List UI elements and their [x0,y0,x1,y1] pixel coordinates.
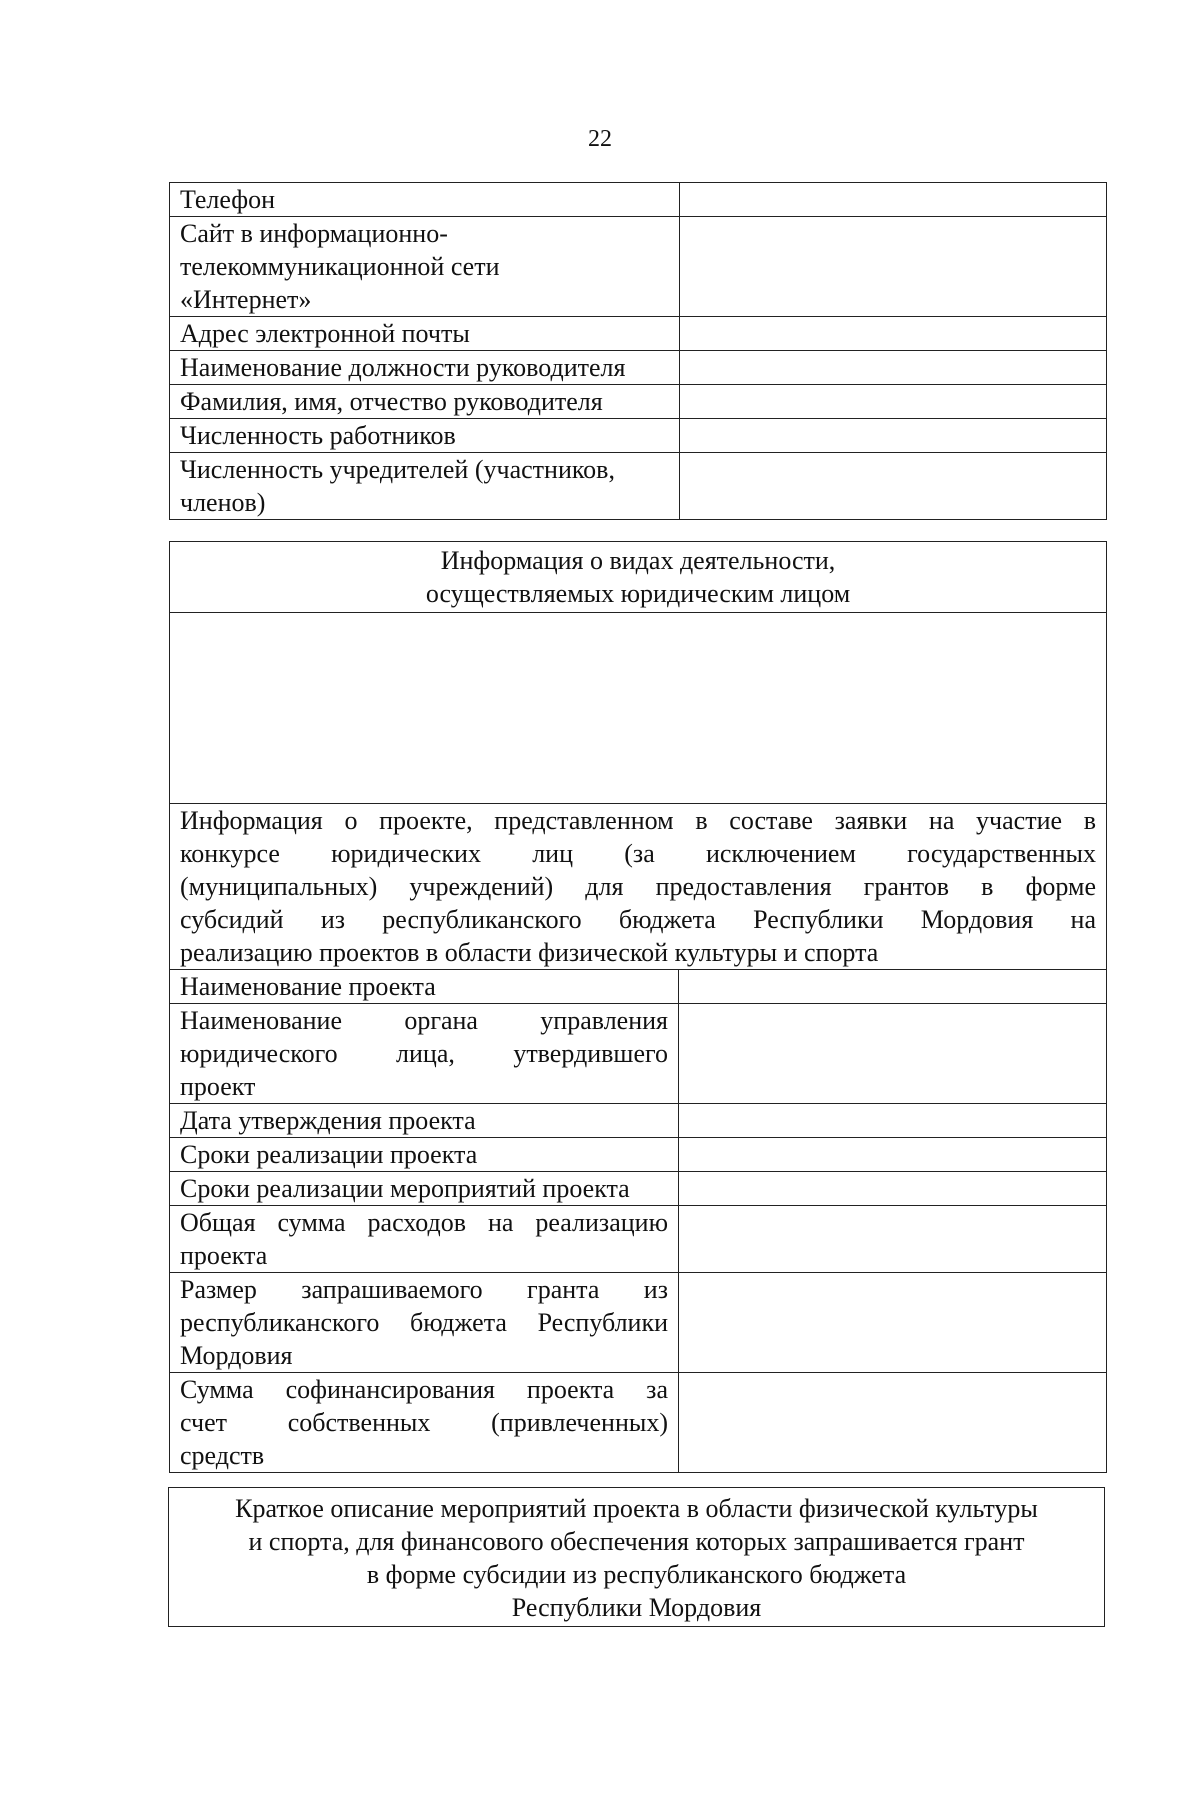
row-label: Телефон [170,183,680,217]
table-row [170,1273,1107,1373]
events-period-value-cell[interactable] [679,1172,1107,1206]
head-position-value-cell[interactable] [680,351,1107,385]
project-period-value-cell[interactable] [679,1138,1107,1172]
activity-body-row [170,613,1107,804]
table-row [170,317,1107,351]
project-intro-row [170,804,1107,970]
total-expenses-value-cell[interactable] [679,1206,1107,1273]
row-label: Сроки реализации мероприятий проекта [170,1172,679,1206]
row-label: Фамилия, имя, отчество руководителя [170,385,680,419]
activity-header-line: осуществляемых юридическим лицом [425,579,851,608]
website-value-cell[interactable] [680,217,1107,317]
approving-body-value-cell[interactable] [679,1004,1107,1104]
page-number: 22 [588,126,612,152]
table-row [170,970,1107,1004]
row-label: Размер запрашиваемого гранта из республиканского бюджета Республики Мордовия [170,1273,679,1373]
intro-line: реализацию проектов в области физической культуры и спорта [180,938,879,967]
activity-header-line: Информация о видах деятельности, [440,546,836,575]
table-row [170,1138,1107,1172]
table-row [170,1172,1107,1206]
table-row [170,1004,1107,1104]
row-label: Адрес электронной почты [170,317,680,351]
intro-line: конкурсе юридических лиц (за исключением государственных [180,839,1097,868]
row-label: Наименование должности руководителя [170,351,680,385]
intro-line: (муниципальных) учреждений) для предоставления грантов в форме [180,872,1097,901]
intro-line: субсидий из республиканского бюджета Республики Мордовия на [180,905,1097,934]
table-row [170,385,1107,419]
project-info-table [169,541,1107,1473]
row-label: Дата утверждения проекта [170,1104,679,1138]
row-label: Общая сумма расходов на реализацию проекта [170,1206,679,1273]
description-line: в форме субсидии из республиканского бюджета [366,1560,907,1589]
employees-value-cell[interactable] [680,419,1107,453]
description-header [169,1488,1105,1627]
project-name-value-cell[interactable] [679,970,1107,1004]
table-row [170,453,1107,520]
description-line: Краткое описание мероприятий проекта в области физической культуры [235,1494,1038,1523]
description-line: и спорта, для финансового обеспечения которых запрашивается грант [248,1527,1025,1556]
project-intro [170,804,1107,970]
row-label: Сроки реализации проекта [170,1138,679,1172]
phone-value-cell[interactable] [680,183,1107,217]
intro-line: Информация о проекте, представленном в составе заявки на участие в [180,806,1097,835]
head-name-value-cell[interactable] [680,385,1107,419]
table-row [170,419,1107,453]
description-line: Республики Мордовия [511,1593,762,1622]
founders-value-cell[interactable] [680,453,1107,520]
row-label: Сумма софинансирования проекта за счет собственных (привлеченных) средств [170,1373,679,1473]
email-value-cell[interactable] [680,317,1107,351]
table-row [170,1373,1107,1473]
cofinancing-value-cell[interactable] [679,1373,1107,1473]
row-label: Сайт в информационно- телекоммуникационной сети «Интернет» [170,217,680,317]
row-label: Численность работников [170,419,680,453]
description-table [168,1487,1105,1627]
description-header-row [169,1488,1105,1627]
requested-grant-value-cell[interactable] [679,1273,1107,1373]
table-row [170,1206,1107,1273]
activity-header [170,542,1107,613]
approval-date-value-cell[interactable] [679,1104,1107,1138]
row-label: Наименование органа управления юридического лица, утвердившего проект [170,1004,679,1104]
table-row [170,217,1107,317]
table-row [170,351,1107,385]
organization-info-table [169,182,1107,520]
row-label: Численность учредителей (участников, членов) [170,453,680,520]
table-row [170,1104,1107,1138]
table-row [170,183,1107,217]
activity-body-cell[interactable] [170,613,1107,804]
row-label: Наименование проекта [170,970,679,1004]
activity-header-row [170,542,1107,613]
